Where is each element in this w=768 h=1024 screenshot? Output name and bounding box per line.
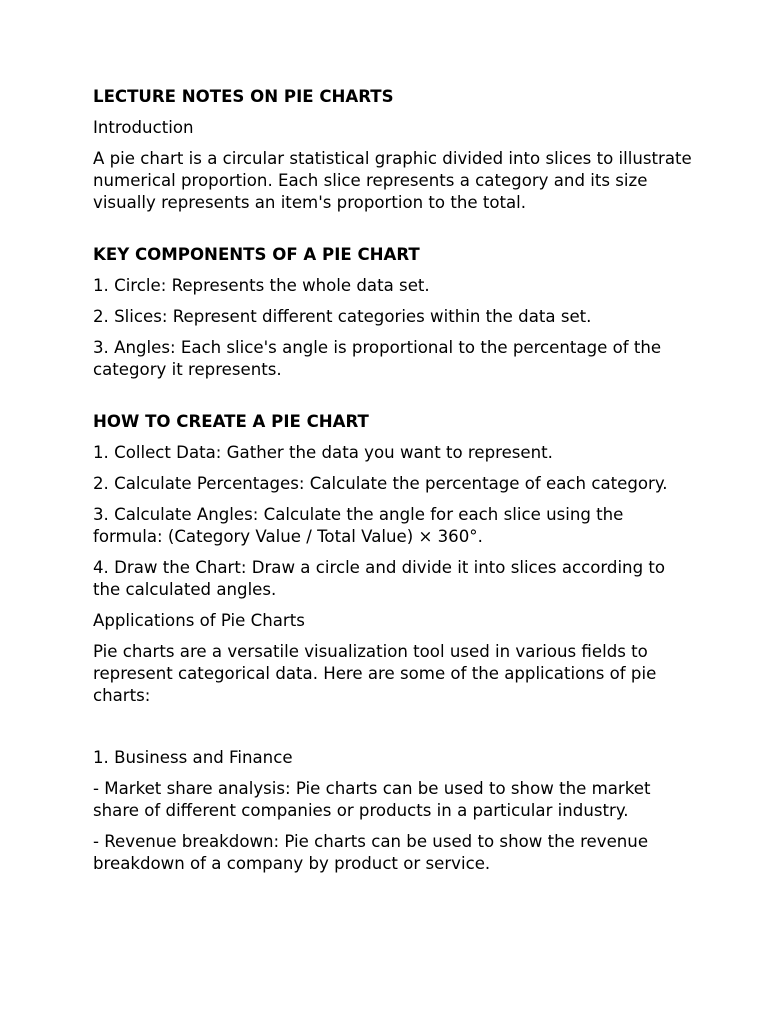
step-item-angles: 3. Calculate Angles: Calculate the angle for each slice using the formula: (Category Value / Total Value) × 360°. [93,505,624,546]
business-item-revenue: - Revenue breakdown: Pie charts can be used to show the revenue breakdown of a company by product or service. [93,832,649,873]
component-item-circle: 1. Circle: Represents the whole data set. [93,276,430,295]
components-heading: KEY COMPONENTS OF A PIE CHART [93,245,420,264]
applications-heading: Applications of Pie Charts [93,611,305,630]
component-item-slices: 2. Slices: Represent different categories within the data set. [93,307,592,326]
intro-paragraph: A pie chart is a circular statistical graphic divided into slices to illustrate numerical proportion. Each slice represents a category and its size visually represents an item's proportion to the total. [93,149,692,212]
component-item-angles: 3. Angles: Each slice's angle is proportional to the percentage of the category it represents. [93,338,662,379]
document-page [93,86,693,884]
document-title: LECTURE NOTES ON PIE CHARTS [93,87,394,106]
applications-intro: Pie charts are a versatile visualization tool used in various fields to represent categorical data. Here are some of the applications of pie charts: [93,642,657,705]
step-item-draw: 4. Draw the Chart: Draw a circle and divide it into slices according to the calculated angles. [93,558,666,599]
step-item-collect: 1. Collect Data: Gather the data you want to represent. [93,443,553,462]
business-heading: 1. Business and Finance [93,748,293,767]
intro-heading: Introduction [93,118,194,137]
howto-heading: HOW TO CREATE A PIE CHART [93,412,369,431]
business-item-market-share: - Market share analysis: Pie charts can be used to show the market share of different companies or products in a particular industry. [93,779,651,820]
step-item-percentages: 2. Calculate Percentages: Calculate the percentage of each category. [93,474,668,493]
